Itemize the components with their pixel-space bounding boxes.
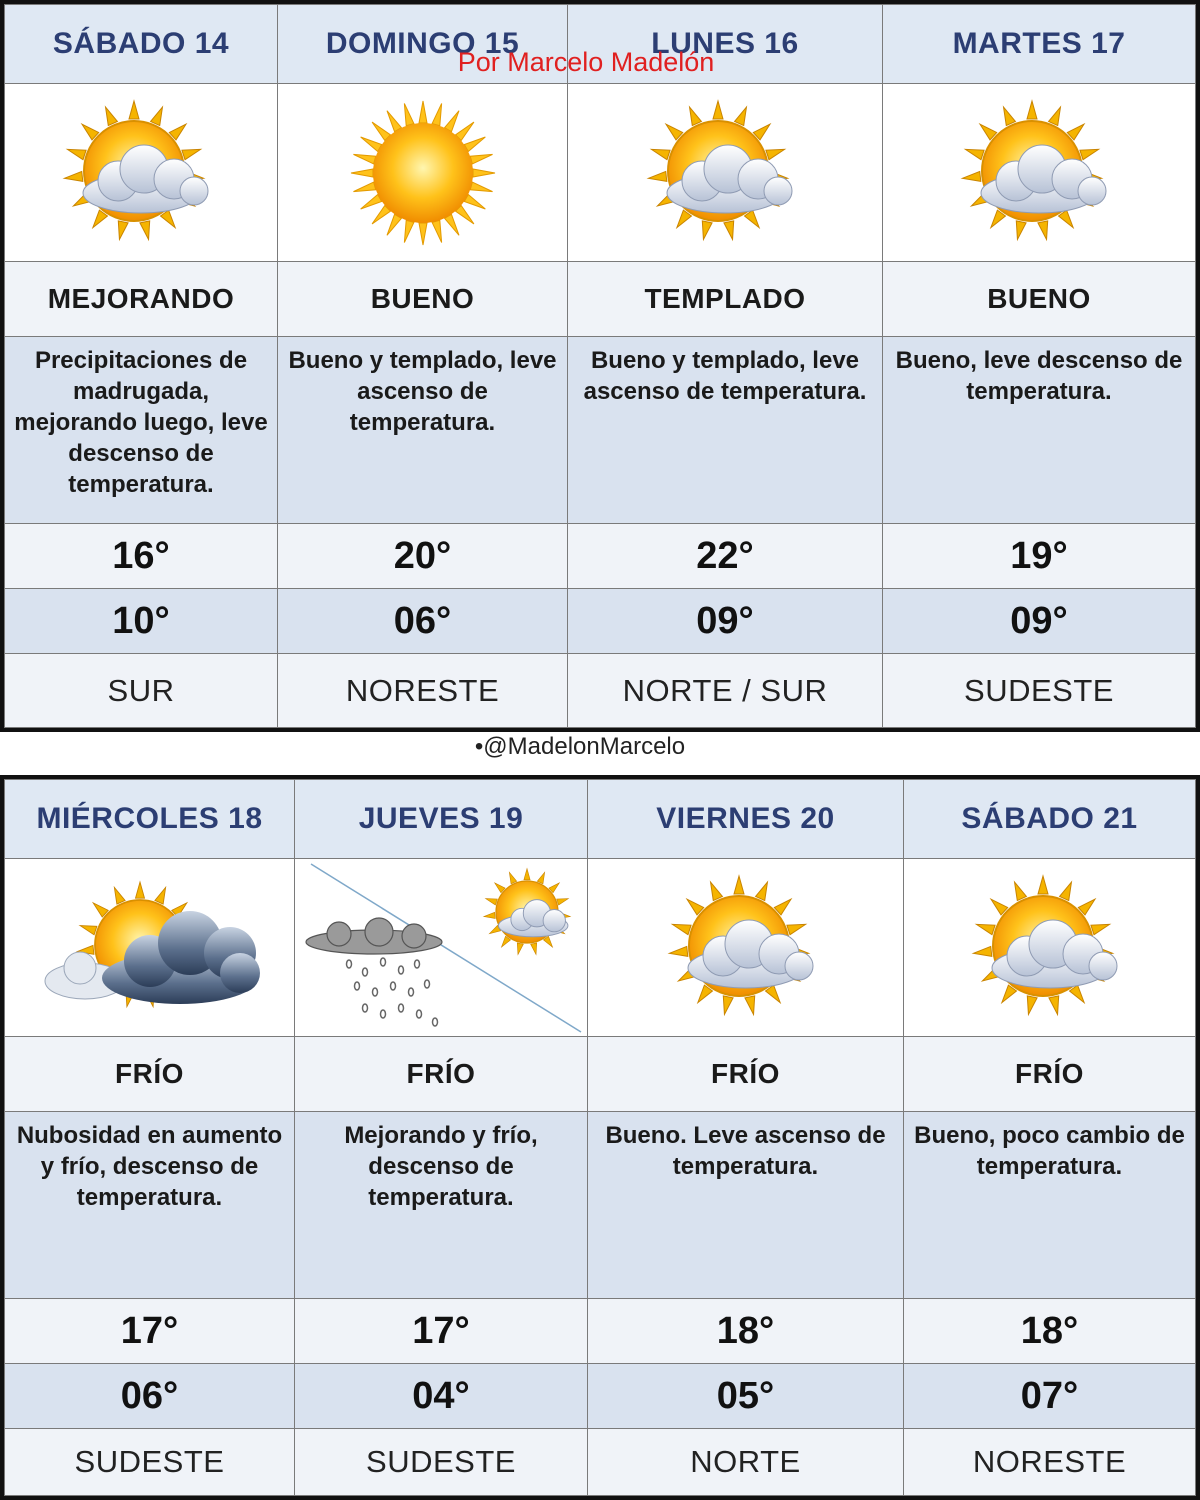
day-label: MARTES 17 [952, 27, 1126, 60]
min-temp: 10° [112, 599, 170, 642]
description-cell [5, 337, 278, 524]
day-header [278, 5, 568, 84]
author-credit: Por Marcelo Madelón [457, 47, 715, 77]
day-header [588, 780, 904, 859]
sun-cloud-icon [661, 868, 831, 1028]
weather-icon-cell [5, 84, 278, 262]
day-header [568, 5, 883, 84]
max-temp: 16° [112, 534, 170, 577]
weather-icon-cell [5, 859, 295, 1037]
max-temp-cell [278, 524, 568, 589]
day-label: SÁBADO 14 [52, 27, 230, 60]
wind-direction: SUDESTE [366, 1444, 516, 1479]
condition-label: FRÍO [115, 1058, 184, 1089]
weather-icon-cell [568, 84, 883, 262]
wind-direction: NORTE [690, 1444, 801, 1479]
condition-cell [588, 1037, 904, 1112]
condition-label: BUENO [370, 283, 475, 314]
max-temp-cell [295, 1299, 588, 1364]
condition-cell [278, 262, 568, 337]
min-temp: 09° [1010, 599, 1068, 642]
max-temp-cell [568, 524, 883, 589]
sun-cloud-icon [640, 93, 810, 253]
description-text: Nubosidad en aumento y frío, descenso de temperatura. [16, 1122, 283, 1211]
wind-cell [278, 654, 568, 728]
description-text: Bueno y templado, leve ascenso de temperatura. [583, 347, 867, 405]
condition-cell [568, 262, 883, 337]
description-text: Bueno y templado, leve ascenso de temperatura. [288, 347, 557, 436]
condition-cell [295, 1037, 588, 1112]
wind-cell [904, 1429, 1196, 1496]
sun-cloud-icon [56, 93, 226, 253]
day-label: DOMINGO 15 [325, 27, 520, 60]
description-text: Mejorando y frío, descenso de temperatura. [344, 1122, 538, 1211]
condition-label: FRÍO [711, 1058, 780, 1089]
description-cell [5, 1112, 295, 1299]
min-temp: 09° [696, 599, 754, 642]
condition-cell [904, 1037, 1196, 1112]
description-text: Precipitaciones de madrugada, mejorando luego, leve descenso de temperatura. [14, 347, 268, 498]
day-header [5, 5, 278, 84]
max-temp-cell [883, 524, 1196, 589]
min-temp: 05° [716, 1374, 775, 1417]
max-temp: 20° [393, 534, 452, 577]
wind-cell [588, 1429, 904, 1496]
social-handle: •@MadelonMarcelo [474, 733, 686, 760]
min-temp-cell [278, 589, 568, 654]
condition-label: TEMPLADO [644, 283, 806, 314]
min-temp: 07° [1020, 1374, 1079, 1417]
condition-cell [5, 262, 278, 337]
wind-direction: NORTE / SUR [622, 672, 828, 708]
day-label: VIERNES 20 [656, 802, 835, 835]
weather-icon-cell [883, 84, 1196, 262]
wind-direction: NORESTE [345, 672, 500, 708]
wind-direction: SUDESTE [74, 1444, 225, 1479]
day-header [5, 780, 295, 859]
day-label: MIÉRCOLES 18 [36, 802, 263, 835]
forecast-panel-week1 [0, 0, 1200, 732]
max-temp: 19° [1010, 534, 1068, 577]
wind-cell [295, 1429, 588, 1496]
sun-icon [348, 98, 498, 248]
weather-icon-cell [904, 859, 1196, 1037]
forecast-panel-week2 [0, 775, 1200, 1500]
wind-cell [568, 654, 883, 728]
condition-label: FRÍO [406, 1058, 476, 1089]
max-temp: 22° [696, 534, 754, 577]
description-cell [295, 1112, 588, 1299]
min-temp-cell [904, 1364, 1196, 1429]
condition-cell [5, 1037, 295, 1112]
max-temp: 17° [412, 1309, 470, 1352]
condition-label: FRÍO [1015, 1058, 1084, 1089]
sun-cloud-icon [954, 93, 1124, 253]
description-cell [278, 337, 568, 524]
wind-direction: SUDESTE [964, 672, 1114, 708]
min-temp-cell [5, 589, 278, 654]
wind-direction: NORESTE [972, 1444, 1127, 1479]
max-temp-cell [5, 524, 278, 589]
min-temp-cell [5, 1364, 295, 1429]
min-temp-cell [588, 1364, 904, 1429]
wind-cell [883, 654, 1196, 728]
rain-then-sun-icon [299, 862, 584, 1034]
day-label: SÁBADO 21 [961, 802, 1138, 835]
max-temp-cell [904, 1299, 1196, 1364]
day-header [883, 5, 1196, 84]
condition-label: MEJORANDO [47, 283, 235, 314]
description-cell [568, 337, 883, 524]
min-temp: 06° [393, 599, 452, 642]
day-header [904, 780, 1196, 859]
min-temp: 06° [120, 1374, 179, 1417]
day-label: LUNES 16 [651, 27, 799, 60]
condition-cell [883, 262, 1196, 337]
description-cell [904, 1112, 1196, 1299]
min-temp-cell [568, 589, 883, 654]
wind-cell [5, 654, 278, 728]
min-temp-cell [883, 589, 1196, 654]
description-text: Bueno. Leve ascenso de temperatura. [605, 1122, 886, 1180]
description-cell [883, 337, 1196, 524]
description-text: Bueno, leve descenso de temperatura. [895, 347, 1183, 405]
sun-dark-clouds-icon [40, 873, 260, 1023]
max-temp-cell [588, 1299, 904, 1364]
wind-direction: SUR [107, 672, 175, 708]
max-temp-cell [5, 1299, 295, 1364]
weather-icon-cell [588, 859, 904, 1037]
condition-label: BUENO [987, 283, 1091, 314]
day-label: JUEVES 19 [358, 802, 524, 835]
sun-cloud-icon [965, 868, 1135, 1028]
wind-cell [5, 1429, 295, 1496]
description-text: Bueno, poco cambio de temperatura. [914, 1122, 1185, 1180]
max-temp: 18° [1020, 1309, 1079, 1352]
max-temp: 18° [716, 1309, 775, 1352]
max-temp: 17° [120, 1309, 179, 1352]
day-header [295, 780, 588, 859]
weather-icon-cell [278, 84, 568, 262]
description-cell [588, 1112, 904, 1299]
weather-icon-cell [295, 859, 588, 1037]
min-temp-cell [295, 1364, 588, 1429]
min-temp: 04° [412, 1374, 470, 1417]
